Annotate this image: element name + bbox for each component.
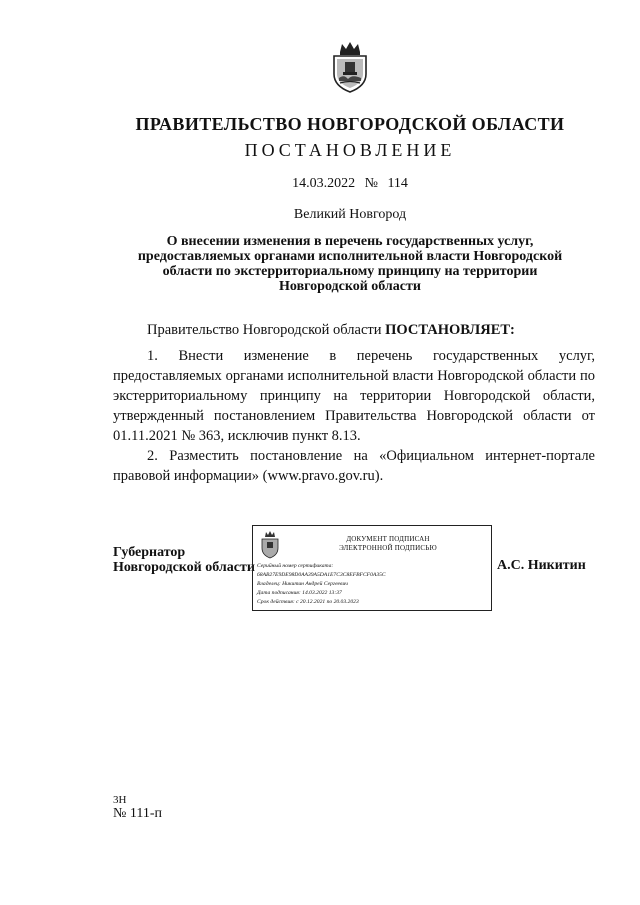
footer — [113, 795, 162, 822]
subject-line: области по экстерриториальному принципу на территории — [162, 264, 538, 279]
cert-number: 68AB27E9DE98D0AA39A5DA1E7C3C8EFBFCF0A35C — [257, 572, 386, 579]
electronic-signature-stamp — [252, 525, 492, 611]
subject-line: О внесении изменения в перечень государственных услуг, — [166, 234, 534, 249]
stamp-title-line: ЭЛЕКТРОННОЙ ПОДПИСЬЮ — [339, 544, 437, 552]
footer-code: 3Н — [113, 794, 127, 806]
preamble-text: Правительство Новгородской области — [147, 322, 382, 338]
preamble-verb: ПОСТАНОВЛЯЕТ: — [385, 322, 515, 338]
document-subject — [113, 234, 587, 294]
stamp-title — [293, 535, 483, 553]
document-date: 14.03.2022 — [292, 176, 356, 191]
resolution-items — [113, 346, 595, 486]
subject-line: предоставляемых органами исполнительной власти Новгородской — [137, 249, 563, 264]
cert-owner: Владелец: Никитин Андрей Сергеевич — [257, 581, 348, 588]
coat-of-arms-icon — [328, 40, 372, 94]
preamble — [147, 322, 515, 339]
document-number: 114 — [387, 176, 408, 191]
stamp-details — [257, 562, 386, 607]
number-sign: № — [364, 176, 378, 191]
cert-label: Серийный номер сертификата: — [257, 563, 334, 569]
stamp-emblem-icon — [259, 531, 281, 559]
signatory-position — [113, 545, 255, 575]
cert-validity: Срок действия: с 20.12.2021 по 20.03.2023 — [257, 599, 359, 606]
document-type: ПОСТАНОВЛЕНИЕ — [244, 140, 456, 160]
resolution-item: 1. Внести изменение в перечень государственных услуг, предоставляемых органами исполнительной власти Новгородской области по экстерриториальному принципу на территории Новгородской области, утвержденный постановлением Правительства Новгородской области от 01.11.2021 № 363, исключив пункт 8.13. — [113, 348, 595, 444]
position-line: Губернатор — [113, 545, 186, 560]
city: Великий Новгород — [293, 207, 407, 222]
stamp-title-line: ДОКУМЕНТ ПОДПИСАН — [346, 535, 430, 543]
signing-date: Дата подписания: 14.03.2022 13:37 — [257, 590, 342, 597]
signatory-name: А.С. Никитин — [497, 558, 586, 573]
subject-line: Новгородской области — [279, 279, 421, 294]
date-number-line — [0, 176, 640, 192]
organization-title: ПРАВИТЕЛЬСТВО НОВГОРОДСКОЙ ОБЛАСТИ — [135, 114, 565, 134]
footer-doc-number: № 111-п — [113, 806, 162, 821]
resolution-item: 2. Разместить постановление на «Официальном интернет-портале правовой информации» (www.pravo.gov.ru). — [113, 448, 595, 484]
position-line: Новгородской области — [113, 560, 255, 575]
